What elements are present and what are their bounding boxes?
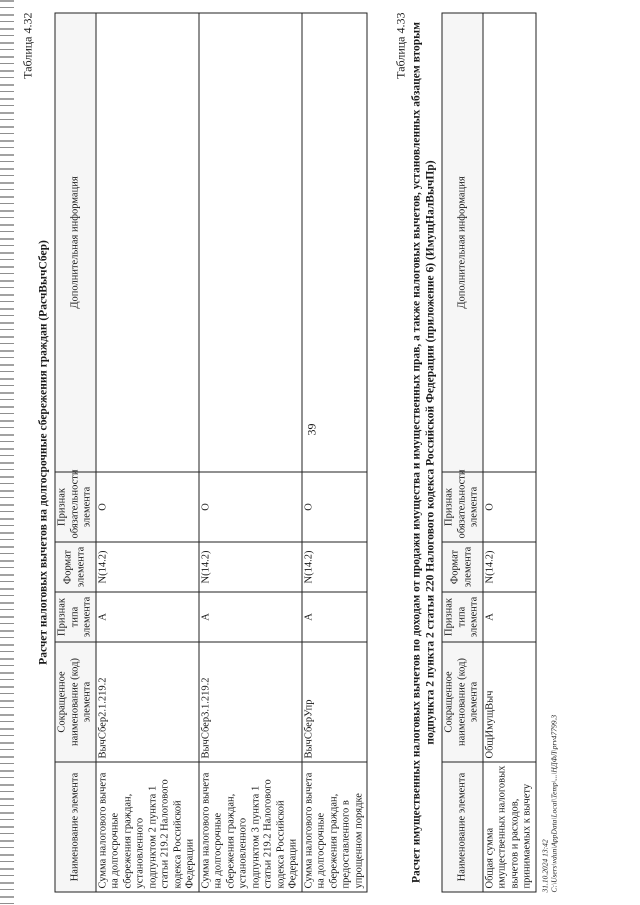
table-4-33 — [442, 13, 537, 893]
table-header-row — [442, 13, 483, 892]
table-header-row — [55, 13, 96, 892]
table-row — [199, 13, 302, 892]
cell-name: Сумма налогового вычета на долгосрочные сбережения граждан, предоставленного в упрощенном порядке — [302, 762, 368, 892]
header-required: Признак обязательности элемента — [55, 472, 96, 542]
header-type: Признак типа элемента — [442, 592, 483, 642]
table-row — [483, 13, 536, 892]
header-required: Признак обязательности элемента — [442, 472, 483, 542]
header-format: Формат элемента — [442, 542, 483, 592]
table-row — [96, 13, 199, 892]
cell-required: О — [483, 472, 536, 542]
cell-type: А — [302, 592, 368, 642]
cell-type: А — [199, 592, 302, 642]
cell-info — [302, 13, 368, 472]
stamp-path: C:\Users\vdun\AppData\Local\Temp\...\НДФЛ\prv47799.3 — [549, 714, 558, 893]
cell-format: N(14.2) — [483, 542, 536, 592]
cell-format: N(14.2) — [302, 542, 368, 592]
table-label-4-33: Таблица 4.33 — [393, 12, 408, 79]
cell-type: А — [96, 592, 199, 642]
table-title-4-32: Расчет налоговых вычетов на долгосрочные сбережения граждан (РасчВычСбер) — [37, 240, 50, 665]
cell-format: N(14.2) — [96, 542, 199, 592]
header-type: Признак типа элемента — [55, 592, 96, 642]
document-sheet — [21, 13, 559, 893]
stamp-date: 31.10.2024 13:42 — [540, 839, 549, 893]
header-format: Формат элемента — [55, 542, 96, 592]
print-stamp — [540, 13, 558, 893]
rotated-page-content — [1, 0, 640, 905]
cell-code: ВычСбер3.1.219.2 — [199, 642, 302, 762]
header-code: Сокращенное наименование (код) элемента — [442, 642, 483, 762]
cell-required: О — [302, 472, 368, 542]
header-info: Дополнительная информация — [55, 13, 96, 472]
cell-info — [199, 13, 302, 472]
table-label-4-32: Таблица 4.32 — [20, 12, 35, 79]
table-4-32 — [55, 13, 368, 893]
cell-required: О — [96, 472, 199, 542]
cell-code: ОбщИмущВыч — [483, 642, 536, 762]
table-row — [302, 13, 368, 892]
cell-required: О — [199, 472, 302, 542]
cell-name: Сумма налогового вычета на долгосрочные сбережения граждан, установленного подпунктом 2 пункта 1 статьи 219.2 Налогового кодекса Российской Федерации — [96, 762, 199, 892]
table-title-4-33: Расчет имущественных налоговых вычетов по доходам от продажи имущества и имущественных прав, а также налоговых вычетов, установленных абзацем вторым подпункта 2 пункта 2 статьи 220 Налогового кодекса Российской Федерации (приложение 6) (ИмущНалВычПр) — [410, 22, 437, 883]
page-number: 39 — [304, 423, 319, 436]
header-name: Наименование элемента — [442, 762, 483, 892]
cell-code: ВычСбер2.1.219.2 — [96, 642, 199, 762]
cell-name: Сумма налогового вычета на долгосрочные сбережения граждан, установленного подпунктом 3 пункта 1 статьи 219.2 Налогового кодекса Российской Федерации — [199, 762, 302, 892]
cell-code: ВычСберУпр — [302, 642, 368, 762]
header-info: Дополнительная информация — [442, 13, 483, 472]
header-code: Сокращенное наименование (код) элемента — [55, 642, 96, 762]
cell-name: Общая сумма имущественных налоговых вычетов и расходов, принимаемых к вычету — [483, 762, 536, 892]
cell-info — [96, 13, 199, 472]
cell-format: N(14.2) — [199, 542, 302, 592]
header-name: Наименование элемента — [55, 762, 96, 892]
cell-info — [483, 13, 536, 472]
cell-type: А — [483, 592, 536, 642]
